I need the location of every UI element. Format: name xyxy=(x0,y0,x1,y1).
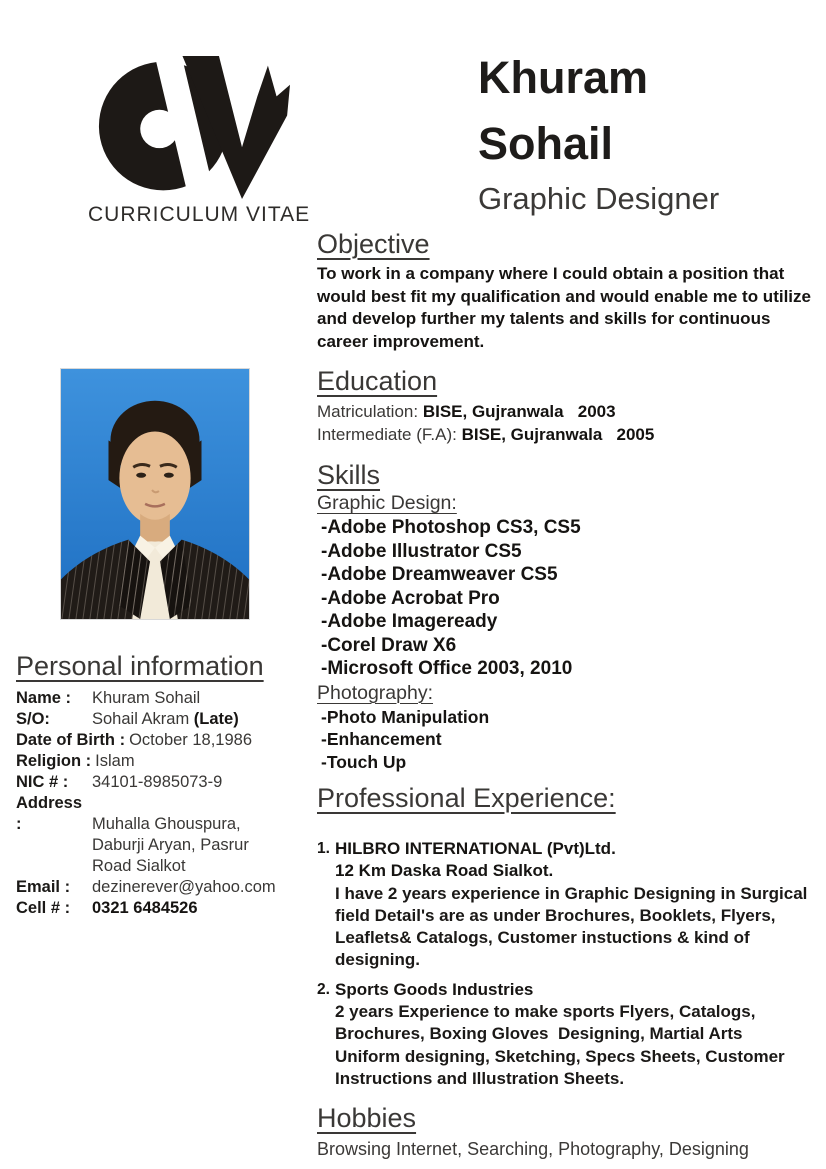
skill-item: -Adobe Dreamweaver CS5 xyxy=(321,564,558,585)
address-value-line3: Road Sialkot xyxy=(92,857,186,875)
address-value-line1: Muhalla Ghouspura, xyxy=(92,815,241,833)
experience-item-1 xyxy=(317,838,811,972)
experience-company: Sports Goods Industries xyxy=(335,979,534,999)
graphic-design-subheading: Graphic Design: xyxy=(317,492,457,514)
experience-address: 12 Km Daska Road Sialkot. xyxy=(335,861,554,881)
objective-heading: Objective xyxy=(317,229,430,259)
skills-heading: Skills xyxy=(317,460,381,490)
header-name-block xyxy=(478,45,808,218)
skill-item: -Adobe Illustrator CS5 xyxy=(321,540,522,562)
experience-item-2 xyxy=(317,979,811,1090)
education-row-matric xyxy=(317,400,811,423)
skill-item: -Enhancement xyxy=(321,729,442,749)
experience-company: HILBRO INTERNATIONAL (Pvt)Ltd. xyxy=(335,839,616,858)
personal-row-religion xyxy=(16,751,308,772)
skill-item: -Adobe Photoshop CS3, CS5 xyxy=(321,517,581,538)
personal-info-rows xyxy=(16,688,308,919)
profile-photo-illustration xyxy=(61,369,249,619)
address-label: Address : xyxy=(16,794,83,833)
name-value: Khuram Sohail xyxy=(92,689,201,707)
cell-label: Cell # : xyxy=(16,899,71,917)
skill-item: -Touch Up xyxy=(321,751,407,772)
experience-heading: Professional Experience: xyxy=(317,783,616,813)
hobbies-text: Browsing Internet, Searching, Photography, Designing xyxy=(317,1139,749,1160)
so-label: S/O: xyxy=(16,710,50,728)
so-value: Sohail Akram xyxy=(92,710,194,728)
email-label: Email : xyxy=(16,878,71,896)
cell-value: 0321 6484526 xyxy=(92,899,198,917)
personal-row-dob xyxy=(16,730,308,751)
job-title: Graphic Designer xyxy=(478,181,720,216)
matric-label: Matriculation: xyxy=(317,402,423,421)
email-value: dezinerever@yahoo.com xyxy=(92,878,276,896)
last-name: Sohail xyxy=(478,118,614,169)
education-section xyxy=(317,365,811,446)
cv-logo-icon xyxy=(98,56,290,200)
personal-row-address xyxy=(16,793,308,877)
experience-description: I have 2 years experience in Graphic Designing in Surgical field Detail's are as under Brochures, Booklets, Flyers, Leaflets& Catalogs, Customer instuctions & kind of designing. xyxy=(335,883,813,970)
profile-photo xyxy=(60,368,250,620)
education-lines xyxy=(317,400,811,446)
personal-row-name xyxy=(16,688,308,709)
first-name: Khuram xyxy=(478,52,649,103)
hobbies-section xyxy=(317,1102,811,1161)
so-late-suffix: (Late) xyxy=(193,710,239,728)
curriculum-vitae-label: CURRICULUM VITAE xyxy=(88,203,311,226)
skill-item: -Microsoft Office 2003, 2010 xyxy=(321,658,573,679)
personal-row-cell xyxy=(16,898,308,919)
main-content-column xyxy=(317,228,811,1161)
experience-number: 2. xyxy=(317,980,330,998)
inter-label: Intermediate (F.A): xyxy=(317,425,462,444)
skill-item: -Corel Draw X6 xyxy=(321,634,457,656)
nic-value: 34101-8985073-9 xyxy=(92,773,223,791)
graphic-design-skill-list xyxy=(317,516,811,681)
address-value-line2: Daburji Aryan, Pasrur xyxy=(92,836,249,854)
personal-info-section xyxy=(16,650,308,919)
name-label: Name : xyxy=(16,689,72,707)
skill-item: -Photo Manipulation xyxy=(321,706,490,727)
nic-label: NIC # : xyxy=(16,773,69,791)
experience-description: 2 years Experience to make sports Flyers, Catalogs, Brochures, Boxing Gloves Designing, Martial Arts Uniform designing, Sketching, Specs Sheets, Customer Instructions and Illustration Sheets. xyxy=(335,1002,790,1088)
objective-text: To work in a company where I could obtain a position that would best fit my qualification and would enable me to utilize and develop further my talents and skills for continuous career improvement. xyxy=(317,264,811,351)
photography-subheading: Photography: xyxy=(317,681,434,704)
skill-item: -Adobe Imageready xyxy=(321,611,498,632)
photography-skill-list xyxy=(317,706,811,774)
experience-section xyxy=(317,782,811,1090)
inter-value: BISE, Gujranwala 2005 xyxy=(461,425,655,444)
skill-item: -Adobe Acrobat Pro xyxy=(321,587,500,609)
education-heading: Education xyxy=(317,366,438,396)
skills-section xyxy=(317,459,811,773)
religion-label: Religion : xyxy=(16,752,92,770)
matric-value: BISE, Gujranwala 2003 xyxy=(422,402,616,421)
education-row-inter xyxy=(317,423,811,446)
hobbies-heading: Hobbies xyxy=(317,1103,417,1134)
personal-info-heading: Personal information xyxy=(16,651,264,681)
experience-number: 1. xyxy=(317,840,330,857)
personal-row-email xyxy=(16,877,308,898)
religion-value: Islam xyxy=(95,752,135,770)
personal-row-so xyxy=(16,709,308,730)
dob-value: October 18,1986 xyxy=(129,731,253,749)
personal-row-nic xyxy=(16,772,308,793)
dob-label: Date of Birth : xyxy=(16,731,126,749)
